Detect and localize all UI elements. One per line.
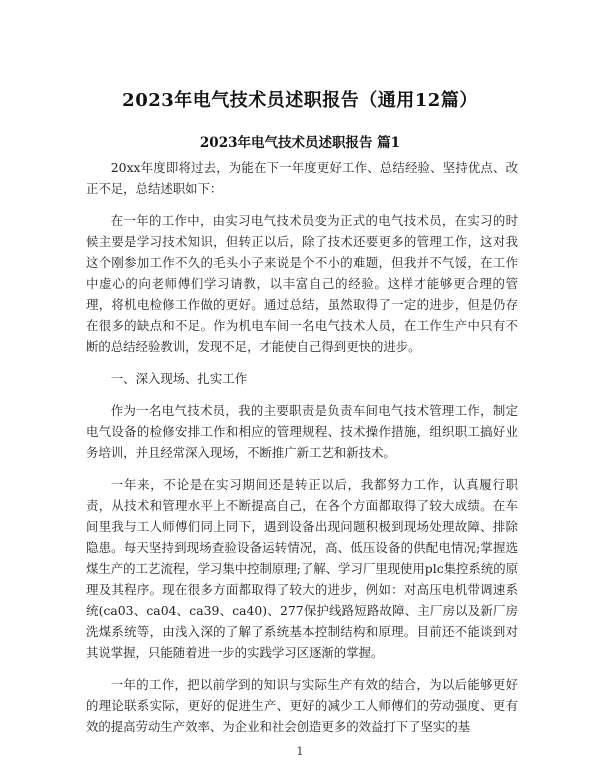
paragraph-conclusion: 一年的工作，把以前学到的知识与实际生产有效的结合，为以后能够更好的理论联系实际，更好的促进生产、更好的减少工人师傅们的劳动强度、更有效的提高劳动生产效率、为企业和社会创造更多的效益打下了坚实的基 xyxy=(86,677,518,734)
paragraph-intro: 20xx年度即将过去，为能在下一年度更好工作、总结经验、坚持优点、改正不足，总结述职如下： xyxy=(86,160,518,196)
section-title: 2023年电气技术员述职报告 篇1 xyxy=(199,135,401,151)
subsection-heading: 一、深入现场、扎实工作 xyxy=(110,371,248,386)
page-number: 1 xyxy=(296,745,304,758)
document-title: 2023年电气技术员述职报告（通用12篇） xyxy=(122,90,478,111)
paragraph-duties: 作为一名电气技术员，我的主要职责是负责车间电气技术管理工作，制定电气设备的检修安排工作和相应的管理规程、技术操作措施，组织职工搞好业务培训，并且经常深入现场，不断推广新工艺和新技术。 xyxy=(86,403,518,460)
document-body xyxy=(86,157,518,748)
paragraph-summary: 在一年的工作中，由实习电气技术员变为正式的电气技术员，在实习的时候主要是学习技术知识，但转正以后，除了技术还要更多的管理工作，这对我这个刚参加工作不久的毛头小子来说是个不小的难题，但我并不气馁，在工作中虚心的向老师傅们学习请教，以丰富自己的经验。这样才能够更合理的管理，将机电检修工作做的更好。通过总结，虽然取得了一定的进步，但是仍存在很多的缺点和不足。作为机电车间一名电气技术人员，在工作生产中只有不断的总结经验教训，发现不足，才能使自己得到更快的进步。 xyxy=(86,213,518,354)
paragraph-achievements: 一年来，不论是在实习期间还是转正以后，我都努力工作，认真履行职责，从技术和管理水平上不断提高自己，在各个方面都取得了较大成绩。在车间里我与工人师傅们同上同下，遇到设备出现问题积极到现场处理故障、排除隐患。每天坚持到现场查验设备运转情况，高、低压设备的供配电情况;掌握选煤生产的工艺流程，学习集中控制原理;了解、学习厂里现使用plc集控系统的原理及其程序。现在很多方面都取得了较大的进步，例如：对高压电机带调速系统(ca03、ca04、ca39、ca40)、277保护线路短路故障、主厂房以及新厂房洗煤系统等，由浅入深的了解了系统基本控制结构和原理。目前还不能谈到对其说掌握，只能随着进一步的实践学习区逐渐的掌握。 xyxy=(86,477,518,660)
